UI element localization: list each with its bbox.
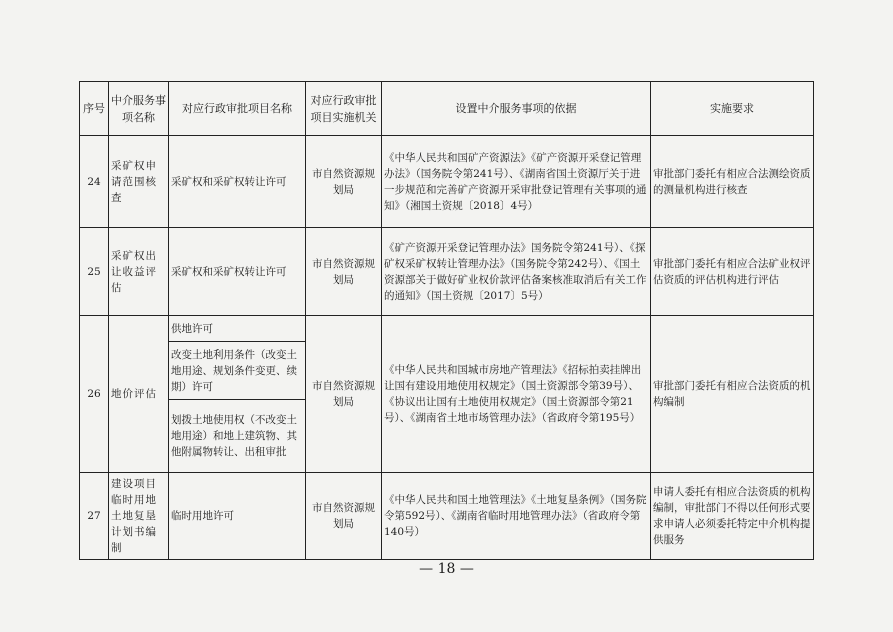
header-name: 中介服务事项名称 — [109, 82, 169, 136]
legal-basis: 《中华人民共和国城市房地产管理法》《招标拍卖挂牌出让国有建设用地使用权规定》（国土资源部令第39号）、《协议出让国有土地使用权规定》（国土资源部令第21号）、《湖南省土地市场管理办法》（省政府令第195号） — [382, 316, 651, 473]
row-number: 24 — [80, 136, 109, 228]
table-header-row — [80, 82, 814, 136]
header-org: 对应行政审批项目实施机关 — [306, 82, 382, 136]
approval-item: 划拨土地使用权（不改变土地用途）和地上建筑物、其他附属物转让、出租审批 — [169, 400, 306, 473]
row-number: 25 — [80, 228, 109, 316]
requirement: 审批部门委托有相应合法测绘资质的测量机构进行核查 — [651, 136, 814, 228]
implementing-agency: 市自然资源规划局 — [306, 136, 382, 228]
service-item-name: 地价评估 — [109, 316, 169, 473]
approval-item: 采矿权和采矿权转让许可 — [169, 136, 306, 228]
header-approval: 对应行政审批项目名称 — [169, 82, 306, 136]
legal-basis: 《中华人民共和国土地管理法》《土地复垦条例》（国务院令第592号）、《湖南省临时用地管理办法》（省政府令第140号） — [382, 473, 651, 560]
service-item-name: 采矿权申请范围核查 — [109, 136, 169, 228]
requirement: 审批部门委托有相应合法矿业权评估资质的评估机构进行评估 — [651, 228, 814, 316]
approval-item: 改变土地利用条件（改变土地用途、规划条件变更、续期）许可 — [169, 342, 306, 400]
row-number: 27 — [80, 473, 109, 560]
row-number: 26 — [80, 316, 109, 473]
service-item-name: 建设项目临时用地土地复垦计划书编制 — [109, 473, 169, 560]
implementing-agency: 市自然资源规划局 — [306, 228, 382, 316]
service-items-table — [79, 81, 814, 560]
table-row — [80, 473, 814, 560]
table-row — [80, 228, 814, 316]
legal-basis: 《中华人民共和国矿产资源法》《矿产资源开采登记管理办法》（国务院令第241号）、《湖南省国土资源厅关于进一步规范和完善矿产资源开采审批登记管理有关事项的通知》（湘国土资规〔2018〕4号） — [382, 136, 651, 228]
header-basis: 设置中介服务事项的依据 — [382, 82, 651, 136]
approval-item: 供地许可 — [169, 316, 306, 342]
requirement: 申请人委托有相应合法资质的机构编制，审批部门不得以任何形式要求申请人必须委托特定中介机构提供服务 — [651, 473, 814, 560]
header-num: 序号 — [80, 82, 109, 136]
page-number: — 18 — — [419, 561, 474, 577]
table-row — [80, 316, 814, 342]
table-row — [80, 136, 814, 228]
approval-item: 临时用地许可 — [169, 473, 306, 560]
service-item-name: 采矿权出让收益评估 — [109, 228, 169, 316]
approval-item: 采矿权和采矿权转让许可 — [169, 228, 306, 316]
legal-basis: 《矿产资源开采登记管理办法》国务院令第241号）、《探矿权采矿权转让管理办法》（国务院令第242号）、《国土资源部关于做好矿业权价款评估备案核准取消后有关工作的通知》（国土资规〔2017〕5号） — [382, 228, 651, 316]
requirement: 审批部门委托有相应合法资质的机构编制 — [651, 316, 814, 473]
implementing-agency: 市自然资源规划局 — [306, 473, 382, 560]
header-req: 实施要求 — [651, 82, 814, 136]
implementing-agency: 市自然资源规划局 — [306, 316, 382, 473]
